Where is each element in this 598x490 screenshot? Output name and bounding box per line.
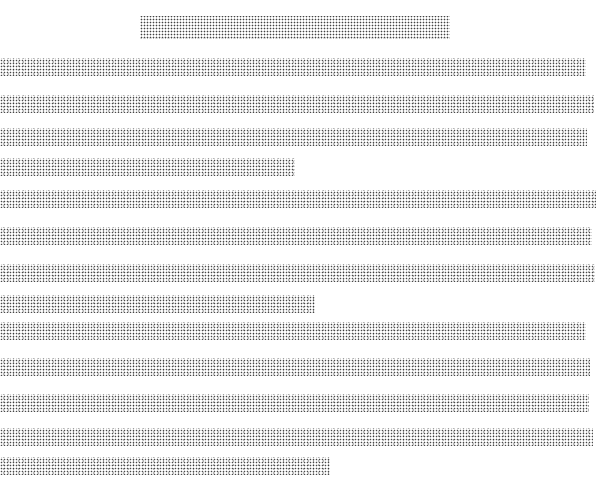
text-line bbox=[0, 428, 593, 446]
text-line bbox=[0, 58, 586, 76]
text-line bbox=[0, 358, 590, 376]
text-line bbox=[0, 128, 587, 146]
text-line bbox=[0, 394, 589, 412]
text-line bbox=[0, 295, 315, 313]
document-title bbox=[140, 16, 450, 39]
text-line bbox=[0, 190, 596, 208]
text-line bbox=[0, 95, 594, 113]
text-line bbox=[0, 227, 592, 245]
text-line bbox=[0, 158, 295, 176]
text-line bbox=[0, 264, 595, 282]
text-line bbox=[0, 457, 330, 475]
text-line bbox=[0, 322, 586, 340]
